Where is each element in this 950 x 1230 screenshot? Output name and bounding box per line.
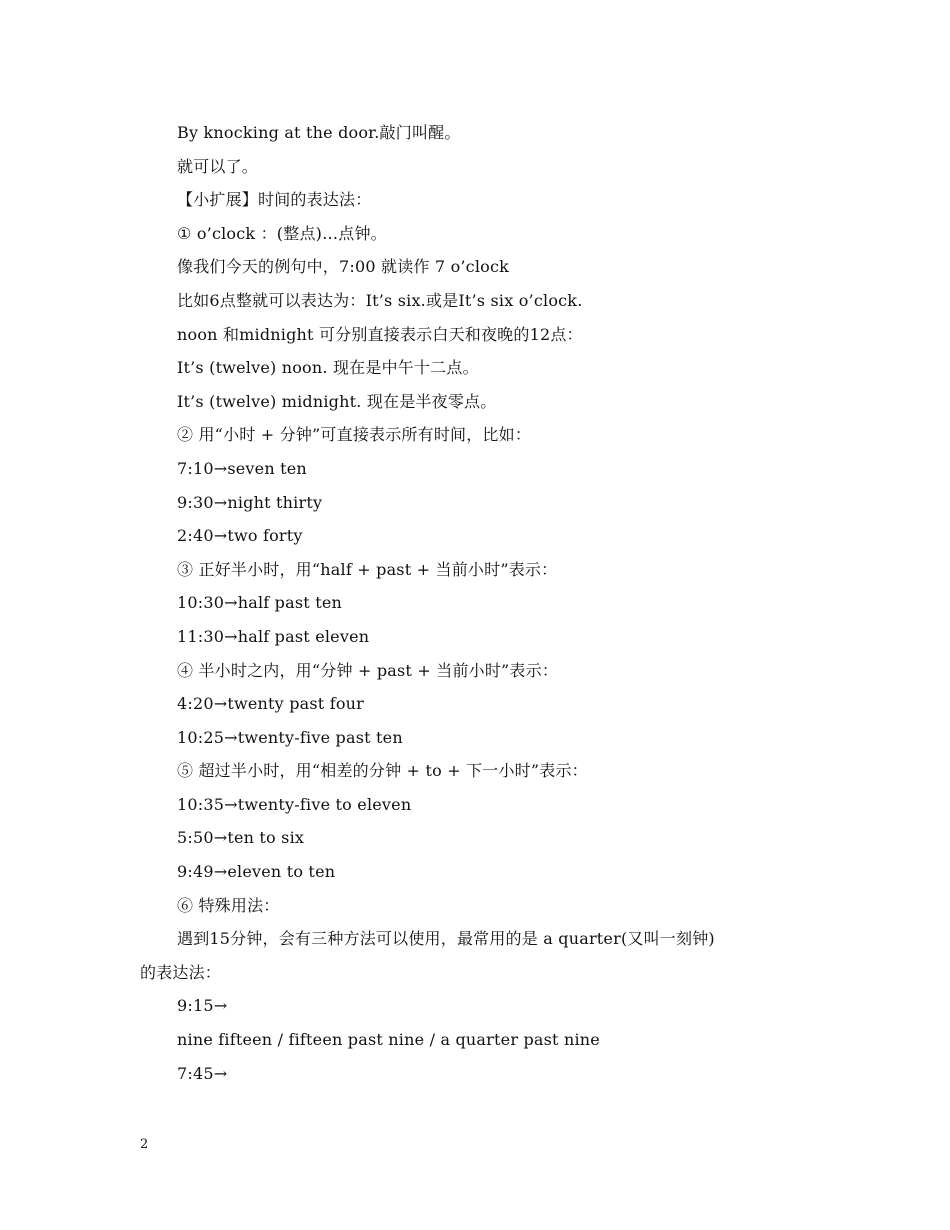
text-line-continuation: 的表达法：	[140, 962, 222, 982]
example-line: 9:15→	[177, 996, 228, 1016]
example-line: 5:50→ten to six	[177, 828, 305, 848]
example-line: 11:30→half past eleven	[177, 626, 370, 646]
rule-heading-4: ④ 半小时之内，用“分钟 + past + 当前小时”表示：	[177, 660, 559, 680]
example-line: 10:30→half past ten	[177, 593, 342, 613]
example-line: 9:30→night thirty	[177, 492, 323, 512]
rule-heading-2: ② 用“小时 + 分钟”可直接表示所有时间，比如：	[177, 425, 532, 445]
text-line: 就可以了。	[177, 156, 259, 176]
example-line: It’s (twelve) noon. 现在是中午十二点。	[177, 358, 479, 378]
text-line: 比如6点整就可以表达为：It’s six.或是It’s six o’clock.	[177, 290, 583, 310]
example-line: 10:25→twenty-five past ten	[177, 727, 403, 747]
rule-heading-5: ⑤ 超过半小时，用“相差的分钟 + to + 下一小时”表示：	[177, 761, 588, 781]
example-line: 9:49→eleven to ten	[177, 862, 336, 882]
page-number: 2	[140, 1137, 149, 1152]
rule-heading-6: ⑥ 特殊用法：	[177, 895, 280, 915]
text-line: 遇到15分钟，会有三种方法可以使用，最常用的是 a quarter(又叫一刻钟)	[177, 929, 715, 949]
example-line: nine fifteen / fifteen past nine / a quarter past nine	[177, 1030, 600, 1050]
example-line: 7:45→	[177, 1063, 228, 1083]
rule-heading-1: ① o’clock ：(整点)…点钟。	[177, 223, 387, 243]
example-line: 10:35→twenty-five to eleven	[177, 794, 412, 814]
example-line: 7:10→seven ten	[177, 458, 307, 478]
page-body	[140, 116, 820, 1090]
section-heading: 【小扩展】时间的表达法：	[177, 190, 372, 210]
example-line: 4:20→twenty past four	[177, 694, 365, 714]
text-line: 像我们今天的例句中，7:00 就读作 7 o’clock	[177, 257, 510, 277]
example-line: 2:40→two forty	[177, 526, 303, 546]
text-line: By knocking at the door.敲门叫醒。	[177, 123, 461, 142]
example-line: It’s (twelve) midnight. 现在是半夜零点。	[177, 391, 497, 411]
text-line: noon 和midnight 可分别直接表示白天和夜晚的12点：	[177, 324, 583, 344]
rule-heading-3: ③ 正好半小时，用“half + past + 当前小时”表示：	[177, 559, 558, 579]
